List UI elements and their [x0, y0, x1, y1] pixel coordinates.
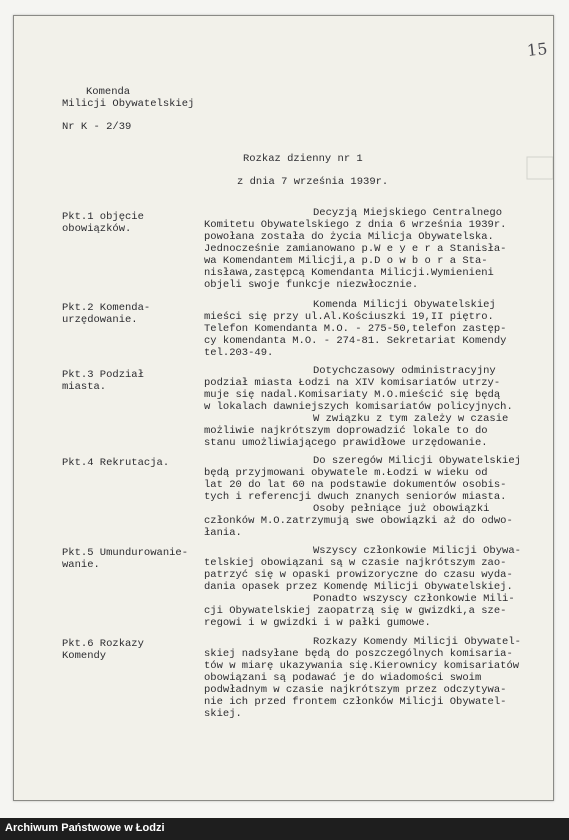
section-line: podział miasta Łodzi na XIV komisariatów utrzy-: [204, 377, 501, 389]
section-line: tel.203-49.: [204, 347, 274, 359]
section-line: patrzyć się w opaski prowizoryczne do czasu wyda-: [204, 569, 513, 581]
section-heading-line: obowiązków.: [62, 223, 132, 235]
section-line: skiej.: [204, 708, 242, 720]
section-line: możliwie najkrótszym doprowadzić lokale to do: [204, 425, 488, 437]
reference-number: Nr K - 2/39: [62, 121, 132, 133]
section-line: Ponadto wszyscy członkowie Mili-: [313, 593, 515, 605]
section-line: cji Obywatelskiej zaopatrzą się w gwizdki,a sze-: [204, 605, 507, 617]
section-heading-line: Pkt.5 Umundurowanie-: [62, 547, 189, 559]
section-line: Wszyscy członkowie Milicji Obywa-: [313, 545, 521, 557]
section-line: nie ich przed frontem członków Milicji Obywatel-: [204, 696, 507, 708]
section-line: Dotychczasowy odministracyjny: [313, 365, 496, 377]
section-line: Do szeregów Milicji Obywatelskiej: [313, 455, 521, 467]
section-line: muje się nadal.Komisariaty M.O.mieścić się będą: [204, 389, 501, 401]
section-line: powołana została do życia Milicja Obywatelska.: [204, 231, 494, 243]
section-line: Komenda Milicji Obywatelskiej: [313, 299, 496, 311]
section-line: w lokalach dawniejszych komisariatów policyjnych.: [204, 401, 513, 413]
section-line: skiej nadsyłane będą do poszczególnych komisaria-: [204, 648, 513, 660]
section-heading-line: Pkt.6 Rozkazy: [62, 638, 144, 650]
section-line: telskiej obowiązani są w czasie najkrótszym zao-: [204, 557, 507, 569]
section-line: będą przyjmowani obywatele m.Łodzi w wieku od: [204, 467, 488, 479]
section-line: Telefon Komendanta M.O. - 275-50,telefon zastęp-: [204, 323, 507, 335]
section-heading-line: Pkt.2 Komenda-: [62, 302, 151, 314]
section-line: łania.: [204, 527, 242, 539]
section-line: cy komendanta M.O. - 274-81. Sekretariat Komendy: [204, 335, 507, 347]
section-line: regowi i w gwizdki i w pałki gumowe.: [204, 617, 431, 629]
page-number: 15: [525, 38, 548, 61]
section-line: obowiązani są podawać je do wiadomości swoim: [204, 672, 482, 684]
section-line: dania opasek przez Komendę Milicji Obywatelskiej.: [204, 581, 513, 593]
section-line: Komitetu Obywatelskiego z dnia 6 września 1939r.: [204, 219, 507, 231]
org-line1: Komenda: [86, 86, 131, 98]
section-heading-line: miasta.: [62, 381, 107, 393]
order-date: z dnia 7 września 1939r.: [237, 176, 389, 188]
section-line: nisława,zastępcą Komendanta Milicji.Wymienieni: [204, 267, 494, 279]
bleed-through-stamp: [525, 155, 555, 185]
section-line: Decyzją Miejskiego Centralnego: [313, 207, 503, 219]
org-line2: Milicji Obywatelskiej: [62, 98, 195, 110]
section-line: tów w miarę ukazywania się.Kierownicy komisariatów: [204, 660, 520, 672]
section-line: Jednocześnie zamianowano p.W e y e r a Stanisła-: [204, 243, 507, 255]
archive-name: Archiwum Państwowe w Łodzi: [5, 822, 165, 834]
section-line: wa Komendantem Milicji,a p.D o w b o r a Sta-: [204, 255, 488, 267]
section-line: podwładnym w czasie najkrótszym przez odczytywa-: [204, 684, 507, 696]
section-line: Osoby pełniące już obowiązki: [313, 503, 490, 515]
archive-footer-bar: [0, 818, 569, 840]
section-line: Rozkazy Komendy Milicji Obywatel-: [313, 636, 521, 648]
section-line: W związku z tym zależy w czasie: [313, 413, 509, 425]
section-line: lat 20 do lat 60 na podstawie dokumentów osobis-: [204, 479, 507, 491]
section-line: tych i referencji dwuch znanych seniorów miasta.: [204, 491, 507, 503]
section-heading-line: wanie.: [62, 559, 100, 571]
section-line: członków M.O.zatrzymują swe obowiązki aż do odwo-: [204, 515, 513, 527]
section-heading-line: urzędowanie.: [62, 314, 138, 326]
section-heading-line: Pkt.1 objęcie: [62, 211, 144, 223]
section-heading-line: Komendy: [62, 650, 107, 662]
section-line: mieści się przy ul.Al.Kościuszki 19,II piętro.: [204, 311, 494, 323]
section-heading-line: Pkt.3 Podział: [62, 369, 144, 381]
section-heading-line: Pkt.4 Rekrutacja.: [62, 457, 170, 469]
section-line: stanu umożliwiającego prawidłowe urzędowanie.: [204, 437, 488, 449]
section-line: objeli swoje funkcje niezwłocznie.: [204, 279, 419, 291]
order-title: Rozkaz dzienny nr 1: [243, 153, 363, 165]
